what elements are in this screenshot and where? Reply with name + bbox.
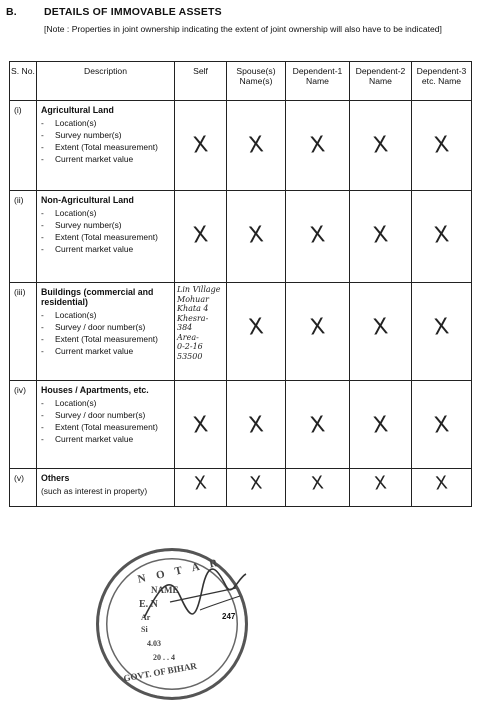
list-item: - Survey / door number(s) [41, 322, 146, 332]
cross-mark: X [193, 472, 208, 495]
ownership-note: [Note : Properties in joint ownership indicating the extent of joint ownership will also have to be indicated] [44, 24, 442, 34]
row-title: Non-Agricultural Land [41, 195, 134, 205]
col-dependent-2: Dependent-2 Name [350, 62, 412, 101]
table-row [10, 381, 472, 469]
row-description [37, 381, 175, 469]
notary-stamp: N O T A R NAME E. N Ar Si 4.03 20 . . 4 GOVT. OF BIHAR [96, 548, 248, 700]
row-title: Houses / Apartments, etc. [41, 385, 149, 395]
col-sno: S. No. [10, 62, 37, 101]
row-title: Buildings (commercial and residential) [41, 287, 154, 307]
cross-mark: X [247, 222, 265, 249]
cross-mark: X [247, 314, 265, 341]
list-item: - Survey number(s) [41, 220, 122, 230]
list-item: - Location(s) [41, 208, 97, 218]
immovable-assets-table [9, 61, 472, 507]
cross-mark: X [432, 222, 451, 249]
cross-mark: X [308, 412, 327, 439]
cross-mark: X [191, 222, 210, 249]
list-item: - Extent (Total measurement) [41, 142, 158, 152]
table-row [10, 191, 472, 283]
cross-mark: X [432, 314, 451, 341]
cross-mark: X [432, 132, 451, 159]
table-row [10, 101, 472, 191]
row-title: Agricultural Land [41, 105, 114, 115]
page-number: 247 [222, 612, 236, 621]
list-item: - Extent (Total measurement) [41, 334, 158, 344]
cross-mark: X [371, 132, 390, 159]
row-title: Others [41, 473, 70, 483]
row-description [37, 101, 175, 191]
row-description [37, 191, 175, 283]
col-dependent-1: Dependent-1 Name [286, 62, 350, 101]
list-item: - Current market value [41, 244, 134, 254]
section-letter: B. [6, 6, 17, 18]
table-row [10, 469, 472, 507]
list-item: - Current market value [41, 346, 134, 356]
cross-mark: X [371, 222, 390, 249]
col-self: Self [175, 62, 227, 101]
list-item: - Survey / door number(s) [41, 410, 146, 420]
row-sno: (iii) [10, 283, 37, 381]
col-description: Description [37, 62, 175, 101]
cross-mark: X [373, 472, 388, 495]
cross-mark: X [308, 314, 327, 341]
cross-mark: X [310, 472, 325, 495]
cross-mark: X [308, 132, 327, 159]
row-subtitle: (such as interest in property) [41, 486, 148, 496]
list-item: - Location(s) [41, 398, 97, 408]
cross-mark: X [432, 412, 451, 439]
cross-mark: X [248, 472, 264, 495]
stamp-bottom-text: GOVT. OF BIHAR [122, 660, 198, 684]
row-sno: (ii) [10, 191, 37, 283]
list-item: - Location(s) [41, 310, 97, 320]
row-sno: (iv) [10, 381, 37, 469]
table-header-row [10, 62, 472, 101]
list-item: - Extent (Total measurement) [41, 422, 158, 432]
cross-mark: X [247, 412, 265, 439]
cross-mark: X [191, 132, 210, 159]
row-description [37, 469, 175, 507]
cross-mark: X [191, 412, 210, 439]
col-dependent-3: Dependent-3 etc. Name [412, 62, 472, 101]
cross-mark: X [247, 132, 265, 159]
section-title: DETAILS OF IMMOVABLE ASSETS [44, 6, 222, 18]
cross-mark: X [371, 314, 390, 341]
row-sno: (i) [10, 101, 37, 191]
row-description [37, 283, 175, 381]
list-item: - Survey number(s) [41, 130, 122, 140]
stamp-top-text: N O T A R [136, 556, 223, 586]
list-item: - Location(s) [41, 118, 97, 128]
table-row [10, 283, 472, 381]
list-item: - Current market value [41, 154, 134, 164]
handwritten-property-details: Lin Village Mohuar Khata 4 Khesra- 384 Area- 0-2-16 53500 [175, 283, 227, 381]
list-item: - Extent (Total measurement) [41, 232, 158, 242]
row-sno: (v) [10, 469, 37, 507]
cross-mark: X [371, 412, 390, 439]
cross-mark: X [434, 472, 449, 495]
col-spouse: Spouse(s) Name(s) [227, 62, 286, 101]
section-header [6, 6, 474, 18]
list-item: - Current market value [41, 434, 134, 444]
cross-mark: X [308, 222, 327, 249]
